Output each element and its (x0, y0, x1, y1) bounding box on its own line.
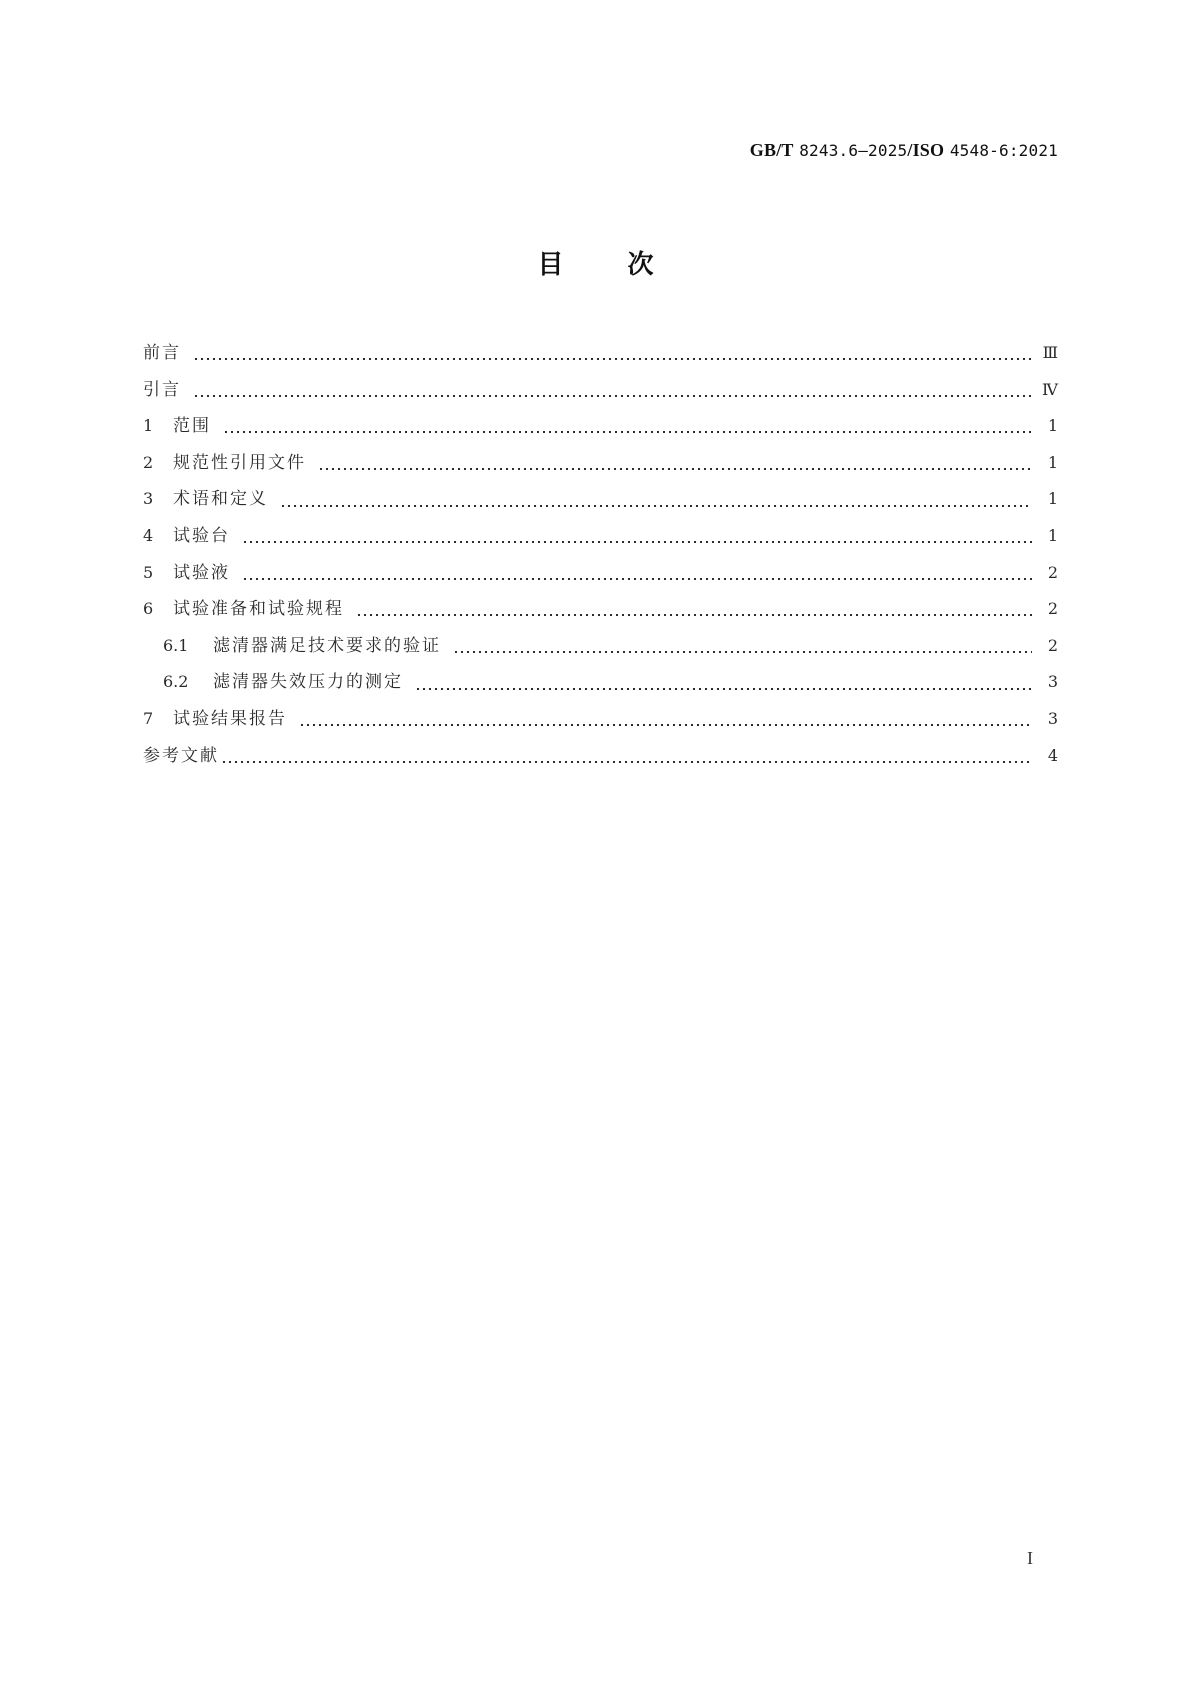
toc-entry-2[interactable] (143, 448, 1058, 485)
toc-entry-page: 1 (1047, 525, 1058, 545)
document-header (750, 140, 1058, 161)
page-number: I (1027, 1548, 1033, 1568)
toc-entry-foreword[interactable] (143, 338, 1058, 375)
toc-entry-page: Ⅳ (1042, 379, 1058, 399)
toc-entry-page: Ⅲ (1042, 343, 1058, 362)
page-title (0, 244, 1191, 281)
toc-entry-number: 2 (143, 452, 154, 472)
toc-entry-bibliography[interactable] (143, 741, 1058, 778)
standard-prefix: GB/T (749, 140, 794, 160)
toc-entry-number: 5 (143, 562, 154, 582)
toc-entry-label: 滤清器失效压力的测定 (213, 672, 403, 693)
toc-entry-4[interactable] (143, 521, 1058, 558)
toc-entry-number: 6.2 (163, 672, 189, 692)
dot-leader (318, 468, 1032, 470)
toc-entry-label: 试验液 (173, 562, 230, 583)
toc-entry-label: 试验结果报告 (173, 708, 287, 729)
dot-leader (193, 395, 1032, 397)
toc-entry-label: 规范性引用文件 (173, 452, 306, 473)
iso-prefix: ISO (912, 140, 945, 160)
toc-entry-6-1[interactable] (143, 631, 1058, 668)
dot-leader (193, 358, 1032, 360)
standard-number: 8243.6—2025 (799, 141, 908, 160)
dot-leader (415, 688, 1032, 690)
dot-leader (356, 614, 1032, 616)
toc-entry-label: 参考文献 (143, 745, 219, 766)
toc-entry-number: 6 (143, 599, 154, 619)
toc-entry-number: 3 (143, 489, 154, 509)
toc-entry-6[interactable] (143, 594, 1058, 631)
toc-entry-label: 试验准备和试验规程 (173, 599, 344, 620)
toc-entry-page: 1 (1047, 452, 1058, 472)
dot-leader (242, 578, 1032, 580)
toc-entry-page: 2 (1047, 635, 1058, 655)
toc-entry-page: 2 (1047, 562, 1058, 582)
toc-entry-label: 范围 (173, 416, 211, 437)
table-of-contents (143, 338, 1058, 777)
toc-entry-3[interactable] (143, 484, 1058, 521)
toc-entry-1[interactable] (143, 411, 1058, 448)
title-char-2: 次 (627, 250, 654, 280)
toc-entry-label: 引言 (143, 379, 181, 400)
toc-entry-page: 1 (1047, 416, 1058, 436)
toc-entry-introduction[interactable] (143, 375, 1058, 412)
toc-entry-page: 2 (1047, 599, 1058, 619)
toc-entry-label: 滤清器满足技术要求的验证 (213, 635, 441, 656)
dot-leader (223, 431, 1032, 433)
standard-separator: / (907, 140, 913, 160)
iso-number: 4548-6:2021 (949, 141, 1058, 160)
toc-entry-page: 4 (1047, 745, 1058, 765)
toc-entry-number: 4 (143, 525, 154, 545)
dot-leader (453, 651, 1032, 653)
toc-entry-7[interactable] (143, 704, 1058, 741)
toc-entry-number: 1 (143, 416, 154, 436)
toc-entry-5[interactable] (143, 558, 1058, 595)
toc-entry-page: 1 (1047, 489, 1058, 509)
dot-leader (221, 761, 1032, 763)
toc-entry-label: 术语和定义 (173, 489, 268, 510)
dot-leader (299, 724, 1032, 726)
toc-entry-label: 试验台 (173, 525, 230, 546)
toc-entry-number: 6.1 (163, 635, 189, 655)
toc-entry-page: 3 (1047, 708, 1058, 728)
toc-entry-page: 3 (1047, 672, 1058, 692)
dot-leader (280, 505, 1032, 507)
toc-entry-6-2[interactable] (143, 667, 1058, 704)
toc-entry-number: 7 (143, 708, 154, 728)
title-char-1: 目 (537, 250, 564, 280)
dot-leader (242, 541, 1032, 543)
toc-entry-label: 前言 (143, 343, 181, 363)
